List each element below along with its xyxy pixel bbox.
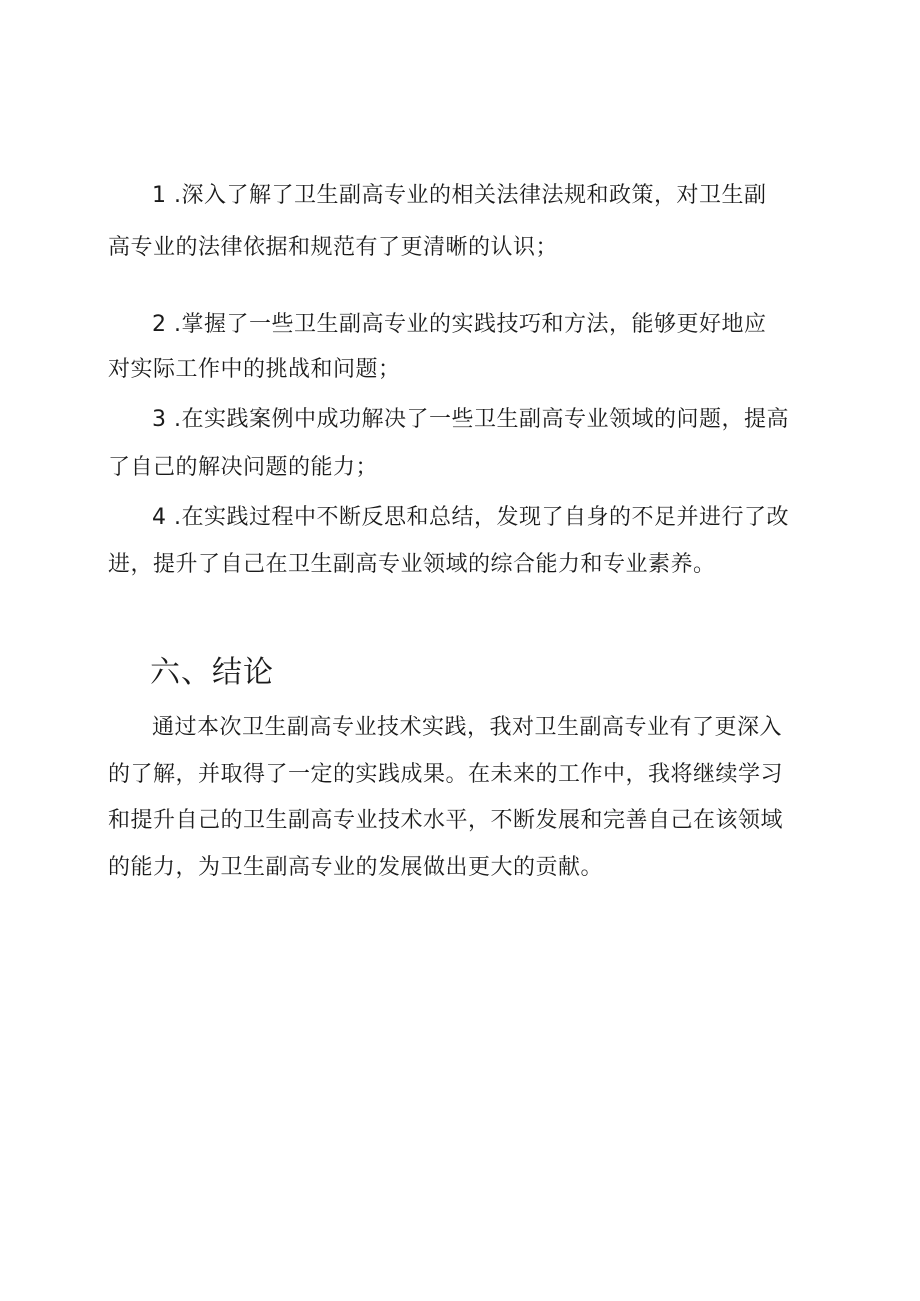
list-item-3-line-2: 了自己的解决问题的能力；	[108, 455, 379, 480]
conclusion-line-4: 的能力，为卫生副高专业的发展做出更大的贡献。	[108, 855, 604, 880]
list-item-2-line-1: 2 .掌握了一些卫生副高专业的实践技巧和方法，能够更好地应	[152, 312, 767, 337]
section-heading: 六、结论	[150, 655, 274, 690]
list-item-4-line-1: 4 .在实践过程中不断反思和总结，发现了自身的不足并进行了改	[152, 505, 789, 530]
conclusion-line-1: 通过本次卫生副高专业技术实践，我对卫生副高专业有了更深入	[152, 715, 783, 740]
list-item-4-line-2: 进，提升了自己在卫生副高专业领域的综合能力和专业素养。	[108, 552, 716, 577]
list-item-2-line-2: 对实际工作中的挑战和问题；	[108, 357, 401, 382]
list-item-1-line-2: 高专业的法律依据和规范有了更清晰的认识；	[108, 235, 559, 260]
conclusion-line-3: 和提升自己的卫生副高专业技术水平，不断发展和完善自己在该领域	[108, 808, 784, 833]
list-item-3-line-1: 3 .在实践案例中成功解决了一些卫生副高专业领域的问题，提高	[152, 407, 789, 432]
conclusion-line-2: 的了解，并取得了一定的实践成果。在未来的工作中，我将继续学习	[108, 762, 784, 787]
list-item-1-line-1: 1 .深入了解了卫生副高专业的相关法律法规和政策，对卫生副	[152, 183, 767, 208]
